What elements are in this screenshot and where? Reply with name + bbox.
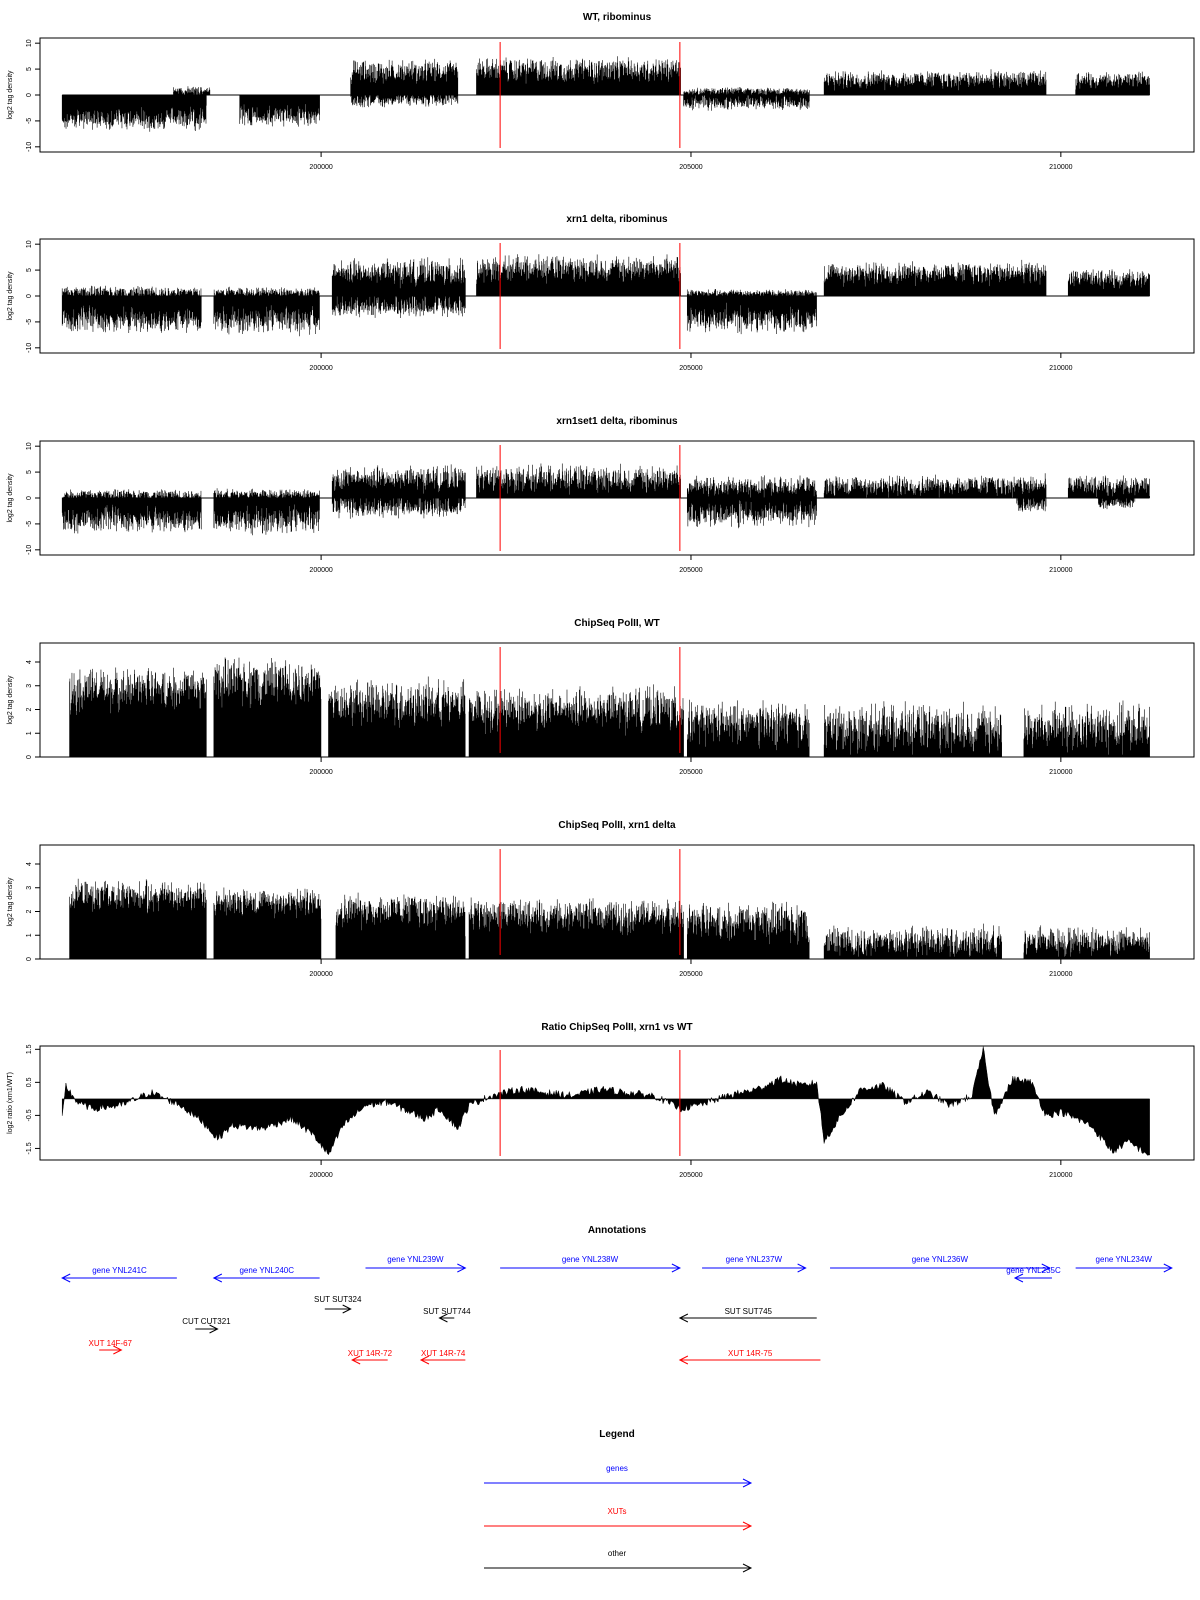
signal-bars: [687, 700, 809, 757]
x-axis: [309, 353, 1072, 372]
y-tick-label: 5: [26, 470, 33, 475]
signal-bars: [1024, 925, 1150, 959]
y-tick-label: 4: [26, 660, 33, 664]
x-axis: [309, 757, 1072, 776]
signal-bars: [351, 95, 458, 107]
signal-segment: [476, 56, 680, 95]
ratio-area: [62, 1047, 1149, 1156]
signal-segment: [62, 498, 201, 534]
legend-label: XUTs: [607, 1507, 627, 1516]
signal-segment: [1024, 701, 1150, 758]
y-axis-label: log2 ratio (xrn1/WT): [7, 1072, 14, 1134]
y-tick-label: 0: [26, 294, 33, 298]
x-tick-label: 200000: [309, 971, 333, 978]
legend-title: Legend: [599, 1429, 635, 1440]
signal-bars: [469, 898, 684, 960]
y-tick-label: 2: [26, 909, 33, 914]
panel-4: [7, 618, 1194, 776]
annotation-genes: [500, 1255, 680, 1272]
signal-segment: [332, 498, 465, 519]
legend: [484, 1429, 751, 1572]
annotation-other: [680, 1307, 817, 1322]
signal-bars: [173, 86, 210, 95]
signal-bars: [824, 473, 1046, 498]
annotation-xuts: [421, 1349, 466, 1364]
signal-bars: [70, 668, 207, 758]
annotation-label: gene YNL238W: [561, 1255, 619, 1264]
signal-track: [62, 254, 1149, 336]
annotation-label: gene YNL234W: [1095, 1255, 1152, 1264]
x-tick-label: 210000: [1049, 1172, 1073, 1179]
y-tick-label: 3: [26, 885, 33, 890]
y-tick-label: -0.5: [26, 1109, 33, 1122]
y-axis-label: log2 tag density: [7, 675, 14, 725]
annotation-label: XUT 14R-75: [727, 1349, 773, 1358]
panel-title: WT, ribominus: [582, 12, 652, 23]
signal-bars: [70, 879, 207, 959]
signal-segment: [336, 893, 465, 959]
annotation-label: gene YNL237W: [725, 1255, 783, 1264]
panel-title: xrn1set1 delta, ribominus: [556, 416, 678, 427]
y-tick-label: -10: [26, 342, 33, 353]
annotation-label: gene YNL239W: [387, 1255, 444, 1264]
x-tick-label: 210000: [1049, 769, 1073, 776]
signal-bars: [476, 254, 680, 296]
annotation-label: SUT SUT744: [423, 1307, 471, 1316]
signal-segment: [62, 286, 201, 296]
signal-segment: [351, 95, 458, 107]
signal-bars: [476, 464, 680, 499]
annotation-other: [314, 1295, 362, 1313]
signal-segment: [70, 668, 207, 758]
signal-track: [62, 56, 1149, 131]
signal-bars: [824, 701, 1002, 757]
panel-title: xrn1 delta, ribominus: [566, 214, 668, 225]
signal-bars: [332, 257, 465, 296]
panel-title: ChipSeq PolII, xrn1 delta: [558, 820, 676, 831]
annotation-label: gene YNL241C: [92, 1266, 147, 1275]
y-tick-label: -5: [26, 318, 33, 326]
legend-label: other: [607, 1549, 627, 1558]
panel-6: [7, 1022, 1194, 1179]
y-tick-label: 3: [26, 683, 33, 688]
signal-segment: [214, 888, 321, 960]
annotation-genes: [214, 1266, 320, 1282]
annotation-xuts: [89, 1339, 133, 1354]
signal-bars: [687, 475, 816, 498]
signal-bars: [62, 95, 206, 132]
y-tick-label: 1: [26, 731, 33, 736]
signal-bars: [824, 69, 1046, 95]
signal-segment: [684, 95, 810, 111]
annotation-label: gene YNL240C: [239, 1266, 295, 1275]
annotations-title: Annotations: [587, 1225, 647, 1236]
y-axis-label: log2 tag density: [7, 70, 14, 120]
signal-bars: [684, 95, 810, 111]
y-tick-label: 0: [26, 957, 33, 961]
signal-bars: [332, 296, 465, 318]
signal-segment: [687, 498, 816, 528]
x-tick-label: 210000: [1049, 164, 1073, 171]
signal-segment: [687, 289, 816, 296]
signal-bars: [214, 498, 320, 535]
y-tick-label: 1.5: [26, 1044, 33, 1055]
y-axis: [7, 240, 40, 353]
y-axis: [7, 660, 40, 759]
signal-bars: [214, 488, 320, 498]
y-axis: [7, 442, 40, 555]
signal-bars: [336, 893, 465, 959]
x-tick-label: 210000: [1049, 971, 1073, 978]
panel-1: [7, 12, 1194, 171]
signal-bars: [824, 260, 1046, 296]
legend-item: [484, 1464, 751, 1487]
signal-segment: [62, 95, 206, 132]
x-tick-label: 210000: [1049, 567, 1073, 574]
signal-bars: [1024, 701, 1150, 758]
signal-segment: [824, 473, 1046, 498]
x-tick-label: 205000: [679, 769, 703, 776]
panel-title: ChipSeq PolII, WT: [574, 618, 660, 629]
signal-segment: [62, 296, 201, 333]
annotation-other: [423, 1307, 471, 1322]
y-tick-label: 5: [26, 67, 33, 72]
signal-segment: [824, 924, 1002, 959]
y-tick-label: -5: [26, 520, 33, 528]
signal-segment: [687, 902, 809, 959]
annotation-label: SUT SUT324: [314, 1295, 362, 1304]
x-axis: [309, 152, 1072, 171]
signal-segment: [1068, 269, 1149, 296]
signal-segment: [214, 658, 321, 758]
annotation-genes: [62, 1266, 177, 1282]
signal-segment: [332, 296, 465, 318]
y-tick-label: -10: [26, 544, 33, 555]
x-tick-label: 205000: [679, 567, 703, 574]
signal-bars: [687, 296, 816, 334]
signal-bars: [687, 498, 816, 528]
annotation-label: XUT 14F-67: [88, 1339, 132, 1348]
panel-2: [7, 214, 1194, 372]
y-tick-label: -1.5: [26, 1142, 33, 1155]
signal-bars: [1068, 476, 1149, 499]
signal-segment: [214, 488, 320, 498]
signal-track: [62, 658, 1149, 758]
y-axis: [7, 39, 40, 152]
signal-segment: [824, 701, 1002, 757]
y-tick-label: 0: [26, 93, 33, 97]
signal-bars: [1016, 498, 1046, 512]
signal-segment: [824, 260, 1046, 296]
signal-track: [62, 1047, 1149, 1156]
y-axis: [7, 1044, 40, 1154]
y-tick-label: 5: [26, 268, 33, 273]
signal-track: [62, 879, 1149, 959]
signal-track: [62, 464, 1149, 536]
annotation-genes: [1076, 1255, 1172, 1272]
signal-bars: [214, 296, 320, 336]
y-tick-label: 2: [26, 707, 33, 712]
x-tick-label: 205000: [679, 971, 703, 978]
signal-bars: [332, 464, 465, 498]
signal-bars: [240, 95, 320, 127]
y-axis: [7, 862, 40, 961]
annotation-label: CUT CUT321: [182, 1317, 231, 1326]
signal-bars: [62, 286, 201, 296]
y-axis-label: log2 tag density: [7, 271, 14, 321]
y-tick-label: 0.5: [26, 1077, 33, 1088]
signal-bars: [351, 59, 458, 95]
x-axis: [309, 555, 1072, 574]
signal-segment: [687, 296, 816, 334]
signal-segment: [469, 898, 684, 960]
signal-segment: [1068, 476, 1149, 499]
signal-bars: [62, 498, 201, 534]
signal-segment: [1016, 498, 1046, 512]
x-tick-label: 205000: [679, 1172, 703, 1179]
annotation-genes: [1006, 1266, 1061, 1282]
signal-bars: [1076, 72, 1150, 95]
signal-bars: [214, 658, 321, 758]
signal-segment: [329, 677, 466, 758]
signal-segment: [469, 684, 684, 757]
signal-bars: [1098, 498, 1135, 509]
signal-bars: [1068, 269, 1149, 296]
x-tick-label: 200000: [309, 769, 333, 776]
x-axis: [309, 959, 1072, 978]
signal-segment: [70, 879, 207, 959]
y-axis-label: log2 tag density: [7, 877, 14, 927]
signal-bars: [332, 498, 465, 519]
y-axis-label: log2 tag density: [7, 473, 14, 523]
panel-3: [7, 416, 1194, 574]
y-tick-label: 1: [26, 933, 33, 938]
x-tick-label: 200000: [309, 365, 333, 372]
annotation-other: [182, 1317, 231, 1333]
signal-segment: [351, 59, 458, 95]
signal-bars: [214, 888, 321, 960]
signal-segment: [332, 257, 465, 296]
legend-label: genes: [606, 1464, 628, 1473]
annotations-track: [62, 1225, 1172, 1364]
annotation-label: gene YNL235C: [1006, 1266, 1061, 1275]
annotation-label: XUT 14R-72: [347, 1349, 393, 1358]
annotation-genes: [702, 1255, 806, 1272]
annotation-xuts: [680, 1349, 821, 1364]
signal-bars: [687, 902, 809, 959]
signal-segment: [476, 464, 680, 499]
signal-bars: [687, 289, 816, 296]
x-tick-label: 210000: [1049, 365, 1073, 372]
annotation-genes: [365, 1255, 465, 1272]
signal-segment: [1076, 72, 1150, 95]
signal-bars: [329, 677, 466, 758]
y-tick-label: -5: [26, 117, 33, 125]
signal-segment: [214, 287, 320, 296]
panel-title: Ratio ChipSeq PolII, xrn1 vs WT: [541, 1022, 693, 1033]
signal-segment: [332, 464, 465, 498]
signal-segment: [214, 296, 320, 336]
annotation-xuts: [348, 1349, 393, 1364]
annotation-label: SUT SUT745: [724, 1307, 773, 1316]
x-tick-label: 200000: [309, 164, 333, 171]
signal-segment: [240, 95, 320, 127]
y-tick-label: 0: [26, 496, 33, 500]
signal-segment: [687, 700, 809, 757]
signal-segment: [824, 69, 1046, 95]
y-tick-label: 0: [26, 755, 33, 759]
y-tick-label: 10: [26, 240, 33, 249]
signal-bars: [62, 296, 201, 333]
legend-item: [484, 1549, 751, 1572]
signal-segment: [687, 475, 816, 498]
annotation-label: XUT 14R-74: [420, 1349, 466, 1358]
signal-bars: [824, 924, 1002, 959]
signal-bars: [62, 489, 201, 498]
signal-segment: [173, 86, 210, 95]
signal-segment: [684, 87, 810, 95]
signal-segment: [476, 254, 680, 296]
x-tick-label: 205000: [679, 365, 703, 372]
signal-bars: [476, 56, 680, 95]
legend-item: [484, 1507, 751, 1530]
x-tick-label: 205000: [679, 164, 703, 171]
x-tick-label: 200000: [309, 1172, 333, 1179]
x-axis: [309, 1160, 1072, 1179]
y-tick-label: 10: [26, 39, 33, 48]
signal-segment: [1098, 498, 1135, 509]
signal-segment: [62, 489, 201, 498]
signal-bars: [214, 287, 320, 296]
panel-5: [7, 820, 1194, 978]
y-tick-label: -10: [26, 141, 33, 152]
x-tick-label: 200000: [309, 567, 333, 574]
y-tick-label: 4: [26, 862, 33, 866]
signal-bars: [469, 684, 684, 757]
signal-bars: [684, 87, 810, 95]
y-tick-label: 10: [26, 442, 33, 451]
signal-segment: [214, 498, 320, 535]
signal-segment: [1024, 925, 1150, 959]
annotation-label: gene YNL236W: [911, 1255, 969, 1264]
